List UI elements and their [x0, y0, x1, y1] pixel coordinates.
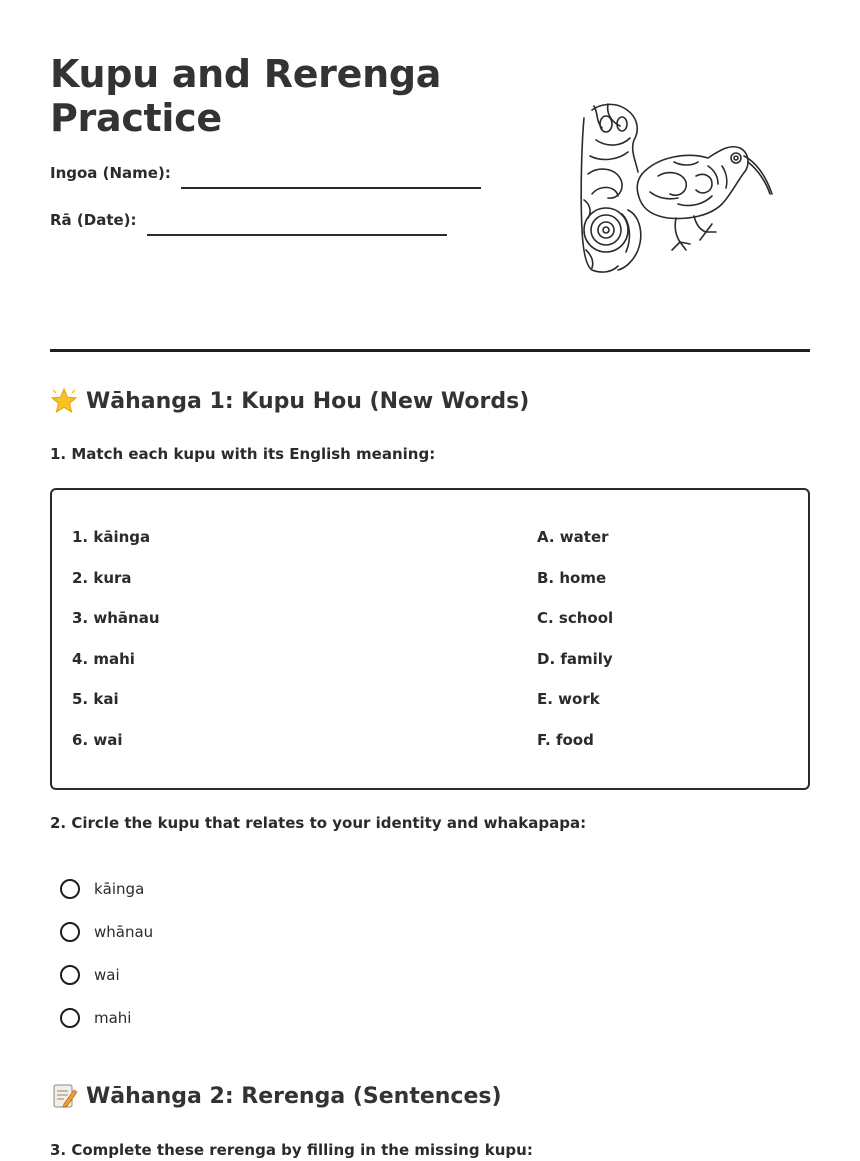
match-right-b[interactable]: B. home	[537, 569, 607, 587]
section-1-title	[50, 387, 529, 415]
option-label: whānau	[94, 923, 154, 941]
match-left-4[interactable]: 4. mahi	[72, 650, 135, 668]
match-left-1[interactable]: 1. kāinga	[72, 528, 151, 546]
circle-icon[interactable]	[60, 1008, 80, 1028]
title-line-2: Practice	[50, 96, 222, 140]
circle-option-kainga[interactable]	[60, 879, 144, 899]
match-right-e[interactable]: E. work	[537, 690, 600, 708]
circle-icon[interactable]	[60, 922, 80, 942]
memo-icon	[50, 1082, 78, 1110]
match-right-d[interactable]: D. family	[537, 650, 613, 668]
circle-option-wai[interactable]	[60, 965, 120, 985]
match-left-5[interactable]: 5. kai	[72, 690, 119, 708]
name-input-line[interactable]	[181, 173, 481, 189]
circle-icon[interactable]	[60, 965, 80, 985]
question-2: 2. Circle the kupu that relates to your identity and whakapapa:	[50, 814, 587, 832]
kiwi-pou-illustration	[578, 100, 774, 276]
match-left-3[interactable]: 3. whānau	[72, 609, 160, 627]
date-input-line[interactable]	[147, 220, 447, 236]
date-label: Rā (Date):	[50, 211, 137, 229]
worksheet-header	[50, 0, 810, 352]
circle-icon[interactable]	[60, 879, 80, 899]
option-label: wai	[94, 966, 120, 984]
name-field	[50, 163, 481, 183]
header-divider	[50, 349, 810, 352]
match-right-a[interactable]: A. water	[537, 528, 609, 546]
section-1-title-text: Wāhanga 1: Kupu Hou (New Words)	[86, 388, 530, 414]
date-field	[50, 210, 447, 230]
question-1: 1. Match each kupu with its English meaning:	[50, 445, 436, 463]
title-line-1: Kupu and Rerenga	[50, 52, 442, 96]
section-2-title-text: Wāhanga 2: Rerenga (Sentences)	[86, 1083, 502, 1109]
match-left-2[interactable]: 2. kura	[72, 569, 132, 587]
match-left-6[interactable]: 6. wai	[72, 731, 123, 749]
option-label: kāinga	[94, 880, 145, 898]
match-right-f[interactable]: F. food	[537, 731, 594, 749]
worksheet-page	[50, 0, 810, 1159]
circle-option-mahi[interactable]	[60, 1008, 131, 1028]
circle-option-whanau[interactable]	[60, 922, 153, 942]
option-label: mahi	[94, 1009, 132, 1027]
page-title	[50, 52, 441, 140]
match-right-c[interactable]: C. school	[537, 609, 614, 627]
matching-box	[50, 488, 810, 790]
star-icon	[50, 387, 78, 415]
section-2-title	[50, 1082, 502, 1110]
question-3: 3. Complete these rerenga by filling in the missing kupu:	[50, 1141, 533, 1159]
name-label: Ingoa (Name):	[50, 164, 171, 182]
